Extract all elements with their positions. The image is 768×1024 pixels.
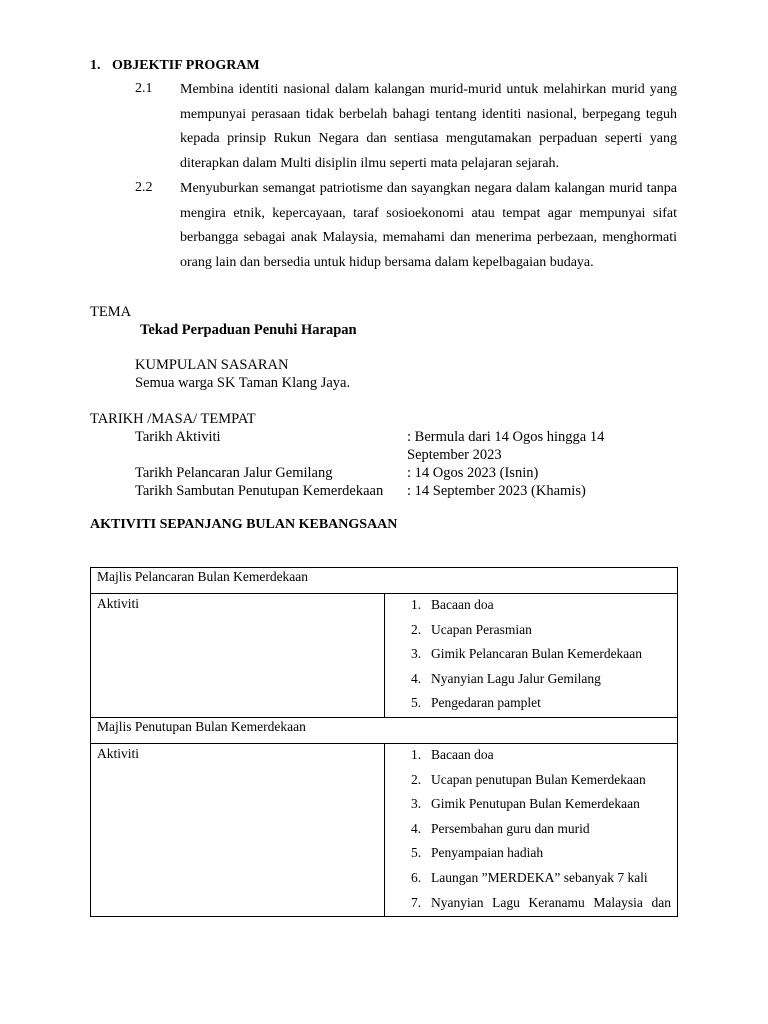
list-number: 3. [411,796,422,812]
objective-text: Menyuburkan semangat patriotisme dan sayangkan negara dalam kalangan murid tanpa mengira etnik, kepercayaan, taraf sosioekonomi atau tempat agar mempunyai sifat berbangga sebagai anak Malaysia, memahami dan menerima perbezaan, menghormati orang lain dan bersedia untuk hidup bersama dalam kepelbagaian budaya. [180,181,677,270]
tarikh-key: Tarikh Sambutan Penutupan Kemerdekaan [135,483,384,499]
objective-number: 2.1 [135,81,153,96]
table-activity-cell [385,743,678,916]
table-left-label: Aktiviti [91,743,385,916]
table-title: Majlis Penutupan Bulan Kemerdekaan [91,717,678,743]
tarikh-key: Tarikh Aktiviti [135,429,221,445]
tema-label: TEMA [90,304,132,320]
activity-list [385,744,671,916]
list-number: 4. [411,820,422,836]
list-item [385,744,671,769]
table-title: Majlis Pelancaran Bulan Kemerdekaan [91,568,678,594]
list-item [385,867,671,892]
list-item [385,619,671,644]
table-row [91,568,678,594]
list-item [385,643,671,668]
table-row [91,594,678,718]
list-text: Persembahan guru dan murid [431,820,590,836]
list-number: 7. [411,894,422,910]
tarikh-label: TARIKH /MASA/ TEMPAT [90,411,256,427]
list-number: 5. [411,695,422,711]
list-text: Nyanyian Lagu Keranamu Malaysia dan [431,894,671,910]
list-text: Bacaan doa [431,746,494,762]
list-text: Gimik Penutupan Bulan Kemerdekaan [431,796,640,812]
list-text: Laungan ”MERDEKA” sebanyak 7 kali [431,869,648,885]
objective-number: 2.2 [135,180,153,195]
activity-table [90,567,678,917]
list-number: 1. [411,597,422,612]
list-text: Bacaan doa [431,597,494,612]
aktiviti-heading: AKTIVITI SEPANJANG BULAN KEBANGSAAN [90,517,398,532]
tarikh-value: : Bermula dari 14 Ogos hingga 14 [407,429,605,445]
list-item [385,793,671,818]
table-left-label: Aktiviti [91,594,385,718]
tarikh-value: : 14 Ogos 2023 (Isnin) [407,465,539,481]
list-text: Ucapan penutupan Bulan Kemerdekaan [431,771,646,787]
list-number: 6. [411,869,422,885]
activity-list [385,594,671,717]
sasaran-value: Semua warga SK Taman Klang Jaya. [135,375,351,391]
list-text: Gimik Pelancaran Bulan Kemerdekaan [431,646,643,662]
tarikh-value: : 14 September 2023 (Khamis) [407,483,586,499]
list-item [385,769,671,794]
list-number: 3. [411,646,422,662]
list-item [385,692,671,717]
tema-value: Tekad Perpaduan Penuhi Harapan [140,322,357,338]
section-number: 1. [90,58,101,73]
section-title: OBJEKTIF PROGRAM [112,58,260,73]
table-row [91,743,678,916]
section-heading [90,58,260,74]
list-text: Nyanyian Lagu Jalur Gemilang [431,670,601,686]
list-number: 2. [411,771,422,787]
list-item [385,668,671,693]
tarikh-key: Tarikh Pelancaran Jalur Gemilang [135,465,333,481]
list-item [385,818,671,843]
list-number: 2. [411,621,422,637]
list-text: Penyampaian hadiah [431,845,544,861]
table-activity-cell [385,594,678,718]
tarikh-value-cont: September 2023 [407,447,502,463]
table-row [91,717,678,743]
list-text: Pengedaran pamplet [431,695,541,711]
sasaran-label: KUMPULAN SASARAN [135,357,289,373]
list-item [385,892,671,917]
list-number: 5. [411,845,422,861]
list-item [385,594,671,619]
list-item [385,842,671,867]
list-text: Ucapan Perasmian [431,621,532,637]
list-number: 1. [411,746,422,762]
objective-text: Membina identiti nasional dalam kalangan murid-murid untuk melahirkan murid yang mempunyai perasaan tidak berbelah bahagi tentang identiti nasional, berpegang teguh kepada prinsip Rukun Negara dan sentiasa mengutamakan perpaduan seperti yang diterapkan dalam Multi disiplin ilmu seperti mata pelajaran sejarah. [180,82,677,171]
list-number: 4. [411,670,422,686]
